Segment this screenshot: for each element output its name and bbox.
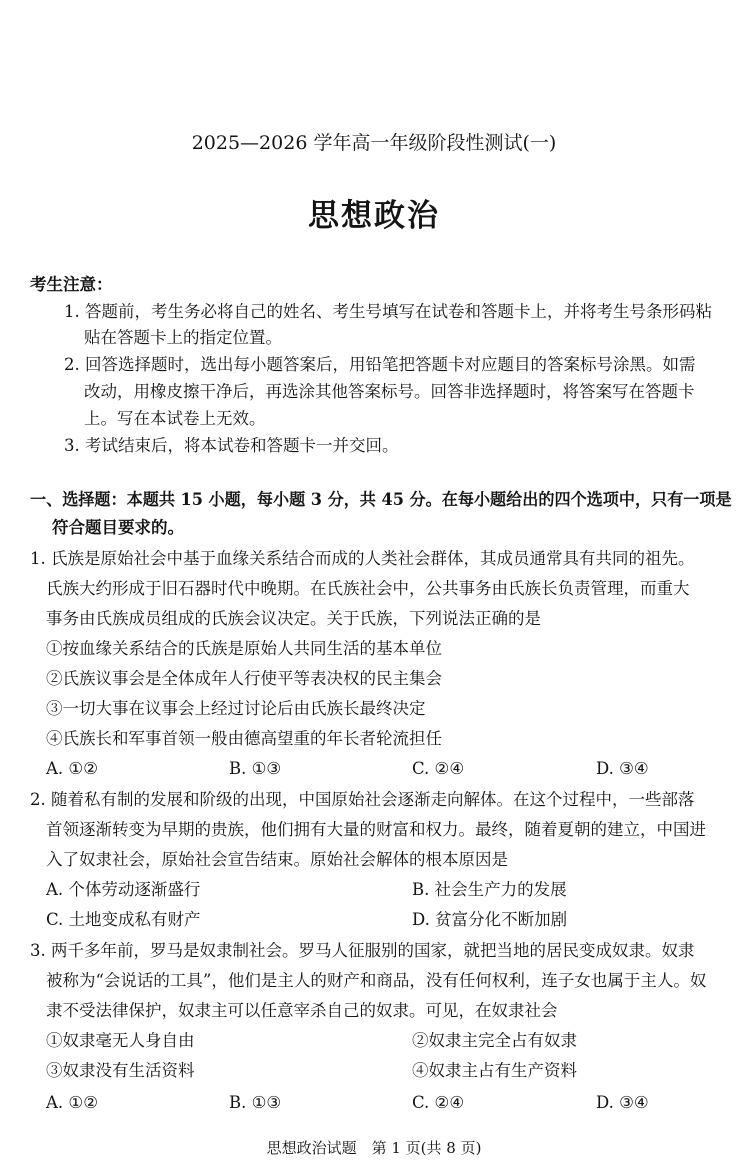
q2-stem: 2. 随着私有制的发展和阶级的出现，中国原始社会逐渐走向解体。在这个过程中，一些部落 xyxy=(30,790,695,809)
subject-title: 思想政治 xyxy=(308,198,440,234)
q3-stem: 被称为“会说话的工具”，他们是主人的财产和商品，没有任何权利，连子女也属于主人。奴 xyxy=(46,971,707,990)
q2-option-d: D. 贫富分化不断加剧 xyxy=(412,910,568,929)
q1-option-a: A. ①② xyxy=(46,759,98,778)
q1-option-d: D. ③④ xyxy=(596,759,649,778)
q3-statement: ③奴隶没有生活资料 xyxy=(46,1061,195,1080)
q2-option-a: A. 个体劳动逐渐盛行 xyxy=(46,880,201,899)
q1-stem: 事务由氏族成员组成的氏族会议决定。关于氏族，下列说法正确的是 xyxy=(46,609,541,628)
notice-heading: 考生注意： xyxy=(30,275,113,294)
q1-statement: ②氏族议事会是全体成年人行使平等表决权的民主集会 xyxy=(46,669,442,688)
q3-stem: 隶不受法律保护，奴隶主可以任意宰杀自己的奴隶。可见，在奴隶社会 xyxy=(46,1001,558,1020)
q2-stem: 首领逐渐转变为早期的贵族，他们拥有大量的财富和权力。最终，随着夏朝的建立，中国进 xyxy=(46,820,706,839)
q1-stem: 1. 氏族是原始社会中基于血缘关系结合而成的人类社会群体，其成员通常具有共同的祖先。 xyxy=(30,549,695,568)
q1-statement: ③一切大事在议事会上经过讨论后由氏族长最终决定 xyxy=(46,699,426,718)
q2-stem: 入了奴隶社会，原始社会宣告结束。原始社会解体的根本原因是 xyxy=(46,850,508,869)
q3-statement: ①奴隶毫无人身自由 xyxy=(46,1031,195,1050)
q2-option-b: B. 社会生产力的发展 xyxy=(412,880,567,899)
q1-stem: 氏族大约形成于旧石器时代中晚期。在氏族社会中，公共事务由氏族长负责管理，而重大 xyxy=(46,579,690,598)
q3-option-c: C. ②④ xyxy=(412,1093,465,1112)
notice-line: 改动，用橡皮擦干净后，再选涂其他答案标号。回答非选择题时，将答案写在答题卡 xyxy=(84,382,695,401)
q1-statement: ①按血缘关系结合的氏族是原始人共同生活的基本单位 xyxy=(46,639,442,658)
q3-option-b: B. ①③ xyxy=(229,1093,282,1112)
page-footer: 思想政治试题 第 1 页(共 8 页) xyxy=(266,1139,482,1157)
q2-option-c: C. 土地变成私有财产 xyxy=(46,910,201,929)
section-heading-cont: 符合题目要求的。 xyxy=(52,518,184,537)
notice-line: 2. 回答选择题时，选出每小题答案后，用铅笔把答题卡对应题目的答案标号涂黑。如需 xyxy=(64,355,696,374)
q3-statement: ②奴隶主完全占有奴隶 xyxy=(412,1031,577,1050)
section-heading: 一、选择题：本题共 15 小题，每小题 3 分，共 45 分。在每小题给出的四个选项中，只有一项是 xyxy=(30,490,732,509)
notice-line: 1. 答题前，考生务必将自己的姓名、考生号填写在试卷和答题卡上，并将考生号条形码粘 xyxy=(64,302,712,321)
q1-option-c: C. ②④ xyxy=(412,759,465,778)
q1-statement: ④氏族长和军事首领一般由德高望重的年长者轮流担任 xyxy=(46,729,442,748)
q3-option-d: D. ③④ xyxy=(596,1093,649,1112)
notice-line: 贴在答题卡上的指定位置。 xyxy=(84,328,282,347)
q3-statement: ④奴隶主占有生产资料 xyxy=(412,1061,577,1080)
exam-title: 2025—2026 学年高一年级阶段性测试(一) xyxy=(191,132,557,154)
notice-line: 上。写在本试卷上无效。 xyxy=(84,409,266,428)
q3-option-a: A. ①② xyxy=(46,1093,98,1112)
q1-option-b: B. ①③ xyxy=(229,759,282,778)
notice-line: 3. 考试结束后，将本试卷和答题卡一并交回。 xyxy=(64,436,399,455)
q3-stem: 3. 两千多年前，罗马是奴隶制社会。罗马人征服别的国家，就把当地的居民变成奴隶。奴隶 xyxy=(30,941,695,960)
